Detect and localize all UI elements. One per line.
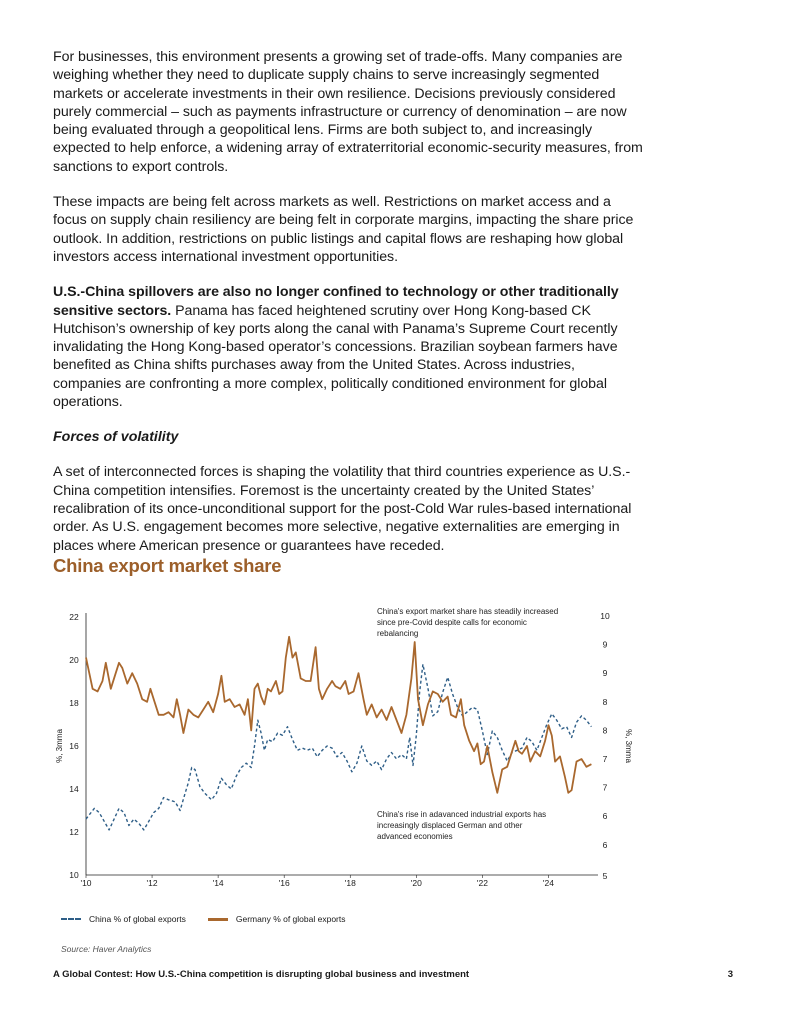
annotation-line: since pre-Covid despite calls for economic <box>377 618 527 627</box>
legend-label-germany: Germany % of global exports <box>235 914 346 924</box>
y-left-tick-label: 18 <box>69 698 79 708</box>
x-tick-label: '14 <box>212 878 224 888</box>
paragraph-2: These impacts are being felt across markets as well. Restrictions on market access and a focus on supply chain resiliency are being felt in corporate margins, impacting the share price outlook. In addition, restrictions on public listings and capital flows are reshaping how global investors access international investment opportunities. <box>53 194 634 265</box>
legend-swatch-germany <box>208 918 228 921</box>
section-subhead: Forces of volatility <box>53 429 179 446</box>
y-right-tick-label: 8 <box>602 696 608 707</box>
y-right-tick-label: 9 <box>602 668 608 679</box>
page-number: 3 <box>727 969 733 980</box>
paragraph-1: For businesses, this environment presents a growing set of trade-offs. Many companies are weighing whether they need to duplicate supply chains to serve increasingly segmented markets or accelerate investments in their own resilience. Decisions previously considered purely commercial – such as payments infrastructure or currency of denomination – are now being evaluated through a geopolitical lens. Firms are both subject to, and increasingly expected to help enforce, a widening array of extraterritorial economic-security measures, from sanctions to export controls. <box>53 49 643 175</box>
y-right-tick-label: 7 <box>602 754 608 764</box>
export-share-chart <box>0 600 800 940</box>
chart-annotation-bottom <box>377 810 546 841</box>
y-right-tick-label: 6 <box>602 839 608 850</box>
y-left-tick-label: 20 <box>69 655 79 665</box>
x-tick-label: '24 <box>542 878 554 888</box>
chart-source: Source: Haver Analytics <box>61 944 152 954</box>
annotation-line: increasingly displaced German and other <box>377 821 523 830</box>
china-series-line <box>86 664 591 830</box>
paragraph-3-lead: U.S.-China spillovers are also no longer confined to technology or other traditionally sensitive sectors. <box>53 284 619 319</box>
legend-label-china: China % of global exports <box>89 914 186 924</box>
chart-heading: China export market share <box>53 555 282 576</box>
annotation-line: China's rise in adavanced industrial exports has <box>377 810 547 819</box>
y-right-tick-label: 8 <box>602 725 608 736</box>
y-left-tick-label: 14 <box>69 784 79 794</box>
footer-title: A Global Contest: How U.S.-China competition is disrupting global business and investment <box>53 969 470 980</box>
page-footer <box>53 969 733 980</box>
y-left-tick-label: 16 <box>69 741 79 751</box>
y-left-tick-label: 10 <box>69 870 79 880</box>
y-right-tick-label: 5 <box>602 871 608 881</box>
paragraph-3-body: Panama has faced heightened scrutiny over Hong Kong-based CK Hutchison’s ownership of key ports along the canal with Panama’s Supreme Court recently invalidating the Hong Kong-based operator’s concessions. Brazilian soybean farmers have benefited as China shifts purchases away from the United States. Across industries, companies are confronting a more complex, politically conditioned environment for global operations. <box>53 302 618 411</box>
y-right-tick-label: 6 <box>602 811 608 822</box>
germany-series-line <box>86 637 591 793</box>
chart-annotation-top <box>377 607 558 638</box>
chart-legend <box>61 914 367 924</box>
legend-item-china <box>61 914 186 924</box>
y-left-tick-label: 12 <box>69 827 79 837</box>
x-tick-label: '16 <box>278 878 290 888</box>
x-tick-label: '18 <box>344 878 356 888</box>
paragraph-3 <box>53 283 643 411</box>
y-right-tick-label: 9 <box>602 639 608 650</box>
y-right-tick-label: 10 <box>600 611 610 621</box>
y-right-tick-label: 7 <box>602 782 608 793</box>
legend-item-germany <box>208 914 346 924</box>
series-layer <box>86 637 591 830</box>
axes-layer <box>55 611 633 888</box>
annotation-line: China's export market share has steadily increased <box>377 607 559 616</box>
y-left-tick-label: 22 <box>69 612 79 622</box>
annotation-line: rebalancing <box>377 629 419 638</box>
y-axis-left-label: %, 3mma <box>55 729 64 763</box>
x-tick-label: '12 <box>146 878 158 888</box>
paragraph-4: A set of interconnected forces is shaping the volatility that third countries experience as U.S.-China competition intensifies. Foremost is the uncertainty created by the United States’ recalibration of its once-unconditional support for the post-Cold War rules-based international order. As U.S. engagement becomes more selective, negative externalities are emerging in places where American presence or guarantees have receded. <box>53 464 632 554</box>
x-tick-label: '22 <box>476 878 488 888</box>
legend-swatch-china <box>61 918 81 920</box>
x-tick-label: '10 <box>80 878 92 888</box>
x-tick-label: '20 <box>410 878 422 888</box>
y-axis-right-label: %, 3mma <box>624 729 633 763</box>
annotation-line: advanced economies <box>377 832 453 841</box>
article-body <box>53 48 643 572</box>
